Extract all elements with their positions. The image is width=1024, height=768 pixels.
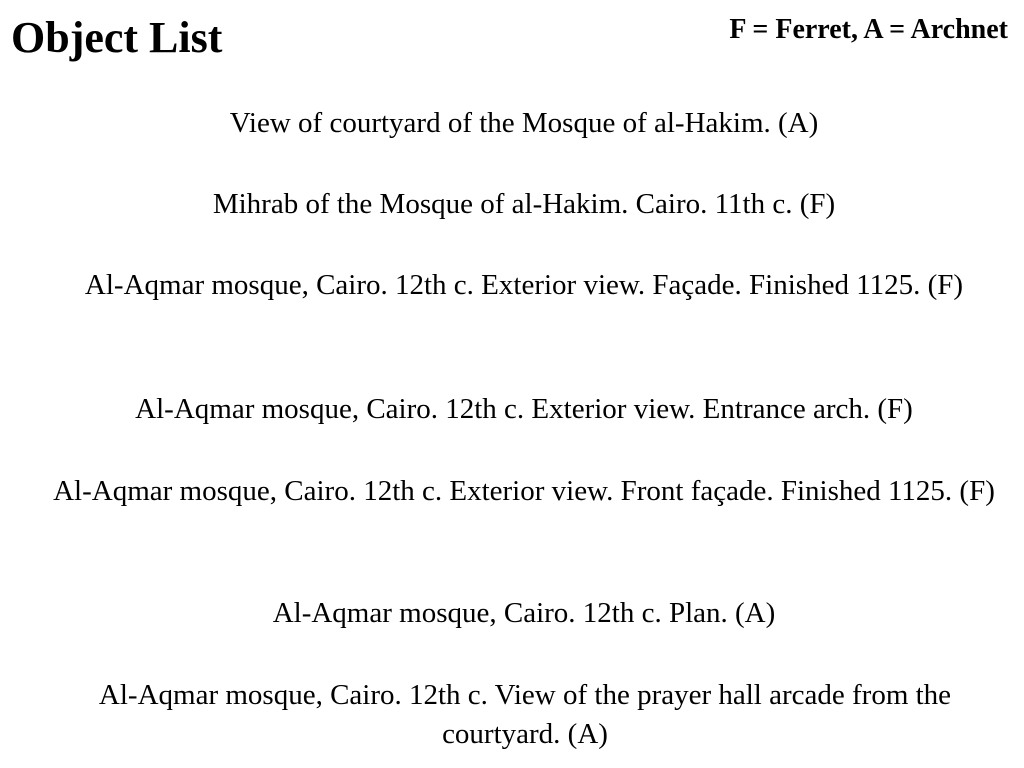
- source-legend: F = Ferret, A = Archnet: [729, 14, 1008, 45]
- object-list-item: View of courtyard of the Mosque of al-Hakim. (A): [229, 107, 819, 139]
- object-list-item: Al-Aqmar mosque, Cairo. 12th c. View of the prayer hall arcade from the courtyard. (A): [98, 679, 952, 750]
- object-list-item: Al-Aqmar mosque, Cairo. 12th c. Exterior view. Entrance arch. (F): [135, 393, 913, 425]
- object-list-item: Al-Aqmar mosque, Cairo. 12th c. Plan. (A): [272, 597, 776, 629]
- object-list-item: Al-Aqmar mosque, Cairo. 12th c. Exterior view. Façade. Finished 1125. (F): [84, 269, 964, 301]
- object-list-item: Al-Aqmar mosque, Cairo. 12th c. Exterior view. Front façade. Finished 1125. (F): [53, 475, 995, 507]
- page-title: Object List: [11, 13, 223, 62]
- object-list-item: Mihrab of the Mosque of al-Hakim. Cairo. 11th c. (F): [212, 188, 836, 220]
